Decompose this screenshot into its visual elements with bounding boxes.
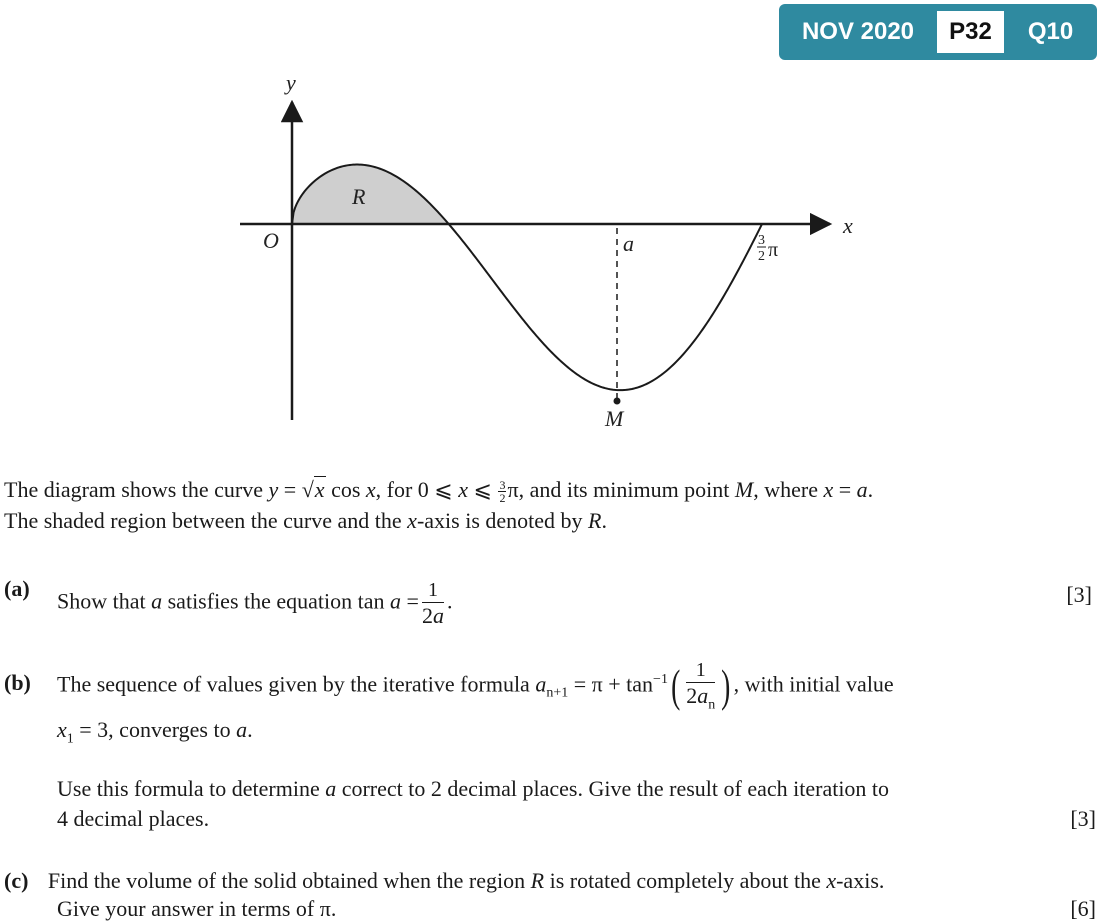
part-c-line-1: (c) Find the volume of the solid obtained when the region R is rotated completely about the x-axis. bbox=[4, 868, 885, 893]
sqrt-x: √x bbox=[301, 477, 325, 502]
paper-label: P32 bbox=[937, 11, 1004, 53]
three-halves-pi: π bbox=[768, 239, 779, 261]
part-b-line-4: 4 decimal places. [3] bbox=[57, 804, 1096, 834]
minimum-point-m bbox=[614, 398, 621, 405]
part-b-line-2: $x_1 = 3$, converges to a. bbox=[57, 717, 253, 747]
intro-line-2: The shaded region between the curve and the x-axis is denoted by R. bbox=[4, 508, 607, 533]
part-b-line-3: Use this formula to determine a correct to 2 decimal places. Give the result of each iteration to bbox=[57, 776, 890, 801]
part-b: (b) The sequence of values given by the iterative formula $a_{n+1} = \pi + \tan^{-1}$( $\frac{1}{2a_n}$ ) , with initial value bbox=[4, 659, 894, 713]
one-over-2a-fraction: $\frac{1}{2a}$ bbox=[421, 579, 444, 628]
one-over-2an-fraction: $\frac{1}{2a_n}$ bbox=[686, 659, 716, 713]
part-a: (a) Show that a satisfies the equation tan a = $\frac{1}{2a}$ . [3] bbox=[4, 576, 1092, 628]
three-halves-num: 3 bbox=[758, 233, 765, 248]
part-a-label: (a) bbox=[4, 576, 30, 601]
exam-badge bbox=[779, 4, 1097, 60]
part-c-label: (c) bbox=[4, 868, 29, 893]
part-b-label: (b) bbox=[4, 670, 31, 695]
part-b-marks: [3] bbox=[1070, 806, 1096, 831]
intro-line-1: The diagram shows the curve y = √x cos x, for 0 ⩽ x ⩽ $\frac{3}{2}$ π, and its minimum point M, where x = a. bbox=[4, 477, 874, 506]
exam-session-label: NOV 2020 bbox=[801, 18, 915, 45]
y-axis-label: y bbox=[286, 70, 296, 95]
three-halves-pi-label bbox=[757, 233, 778, 264]
region-r-label: R bbox=[352, 184, 366, 209]
three-halves-fraction: $\frac{3}{2}$ bbox=[499, 478, 506, 506]
part-c-marks: [6] bbox=[1070, 896, 1096, 921]
x-axis-label: x bbox=[843, 213, 853, 238]
shaded-region-r bbox=[292, 165, 449, 224]
part-c-line-2: Give your answer in terms of π. [6] bbox=[57, 894, 1096, 924]
curve-diagram bbox=[0, 60, 900, 440]
three-halves-den: 2 bbox=[758, 249, 765, 264]
a-label: a bbox=[623, 231, 634, 256]
minimum-m-label: M bbox=[605, 406, 624, 431]
question-label: Q10 bbox=[1027, 18, 1074, 45]
part-a-marks: [3] bbox=[1066, 582, 1092, 607]
origin-label: O bbox=[263, 228, 279, 253]
